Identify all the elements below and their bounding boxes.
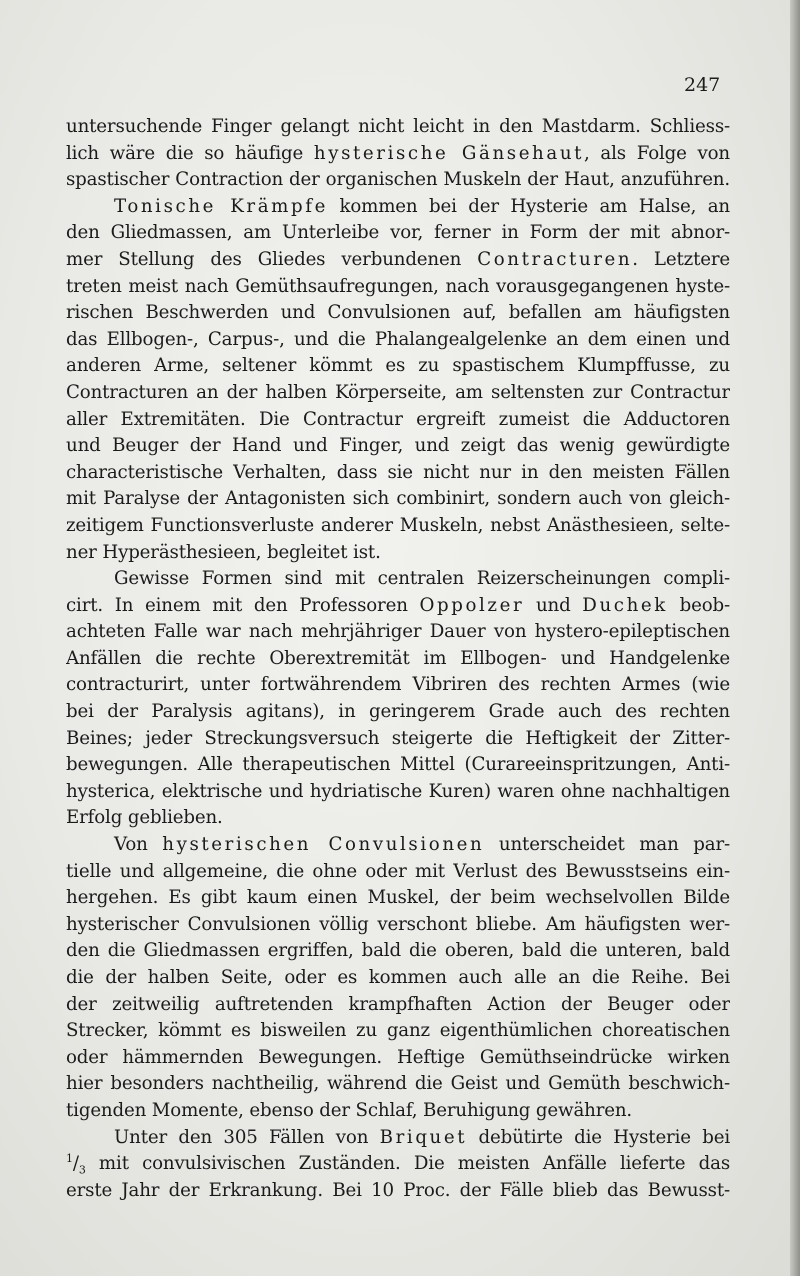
text-line: treten meist nach Gemüthsaufregungen, nach vorausgegangenen hyste-: [66, 275, 730, 297]
text-line: hier besonders nachtheilig, während die Geist und Gemüth beschwich-: [66, 1073, 730, 1095]
text-line: das Ellbogen-, Carpus-, und die Phalangealgelenke an dem einen und: [66, 328, 730, 350]
text-line: Erfolg geblieben.: [66, 807, 223, 829]
text-line: hysterica, elektrische und hydriatische Kuren) waren ohne nachhaltigen: [66, 780, 730, 802]
text-line: Von hysterischen Convulsionen unterscheidet man par-: [114, 834, 730, 856]
text-line: bei der Paralysis agitans), in geringerem Grade auch des rechten: [66, 701, 730, 723]
author-name: Oppolzer: [419, 594, 525, 616]
text-line: erste Jahr der Erkrankung. Bei 10 Proc. der Fälle blieb das Bewusst-: [66, 1179, 730, 1201]
text-line: und Beuger der Hand und Finger, und zeigt das wenig gewürdigte: [66, 435, 730, 457]
text-line: der zeitweilig auftretenden krampfhaften Action der Beuger oder: [66, 993, 730, 1015]
text-line: anderen Arme, seltener kömmt es zu spastischem Klumpffusse, zu: [66, 355, 730, 377]
text-line: tielle und allgemeine, die ohne oder mit Verlust des Bewusstseins ein-: [66, 860, 730, 882]
text-line: mit Paralyse der Antagonisten sich combinirt, sondern auch von gleich-: [66, 488, 730, 510]
author-name: Briquet: [379, 1126, 468, 1148]
text-line: bewegungen. Alle therapeutischen Mittel (Curareeinspritzungen, Anti-: [66, 754, 730, 776]
emphasis: hysterischen Convulsionen: [162, 834, 485, 856]
text-line: lich wäre die so häufige hysterische Gänsehaut, als Folge von: [66, 142, 730, 164]
text-line: oder hämmernden Bewegungen. Heftige Gemüthseindrücke wirken: [66, 1046, 730, 1068]
fraction-denominator: 3: [78, 1163, 86, 1177]
text-line: aller Extremitäten. Die Contractur ergreift zumeist die Adductoren: [66, 408, 730, 430]
fraction-numerator: 1: [66, 1152, 73, 1166]
text-line: untersuchende Finger gelangt nicht leicht in den Mastdarm. Schliess-: [66, 116, 730, 137]
text-line: contracturirt, unter fortwährendem Vibriren des rechten Armes (wie: [66, 674, 730, 696]
text-line: ner Hyperästhesieen, begleitet ist.: [66, 541, 381, 563]
text-line: Anfällen die rechte Oberextremität im Ellbogen- und Handgelenke: [66, 647, 730, 669]
emphasis: Tonische Krämpfe: [114, 195, 328, 217]
text-line: rischen Beschwerden und Convulsionen auf, befallen am häufigsten: [66, 302, 730, 324]
text-line: characteristische Verhalten, dass sie nicht nur in den meisten Fällen: [66, 461, 730, 483]
page-edge: [790, 0, 800, 1276]
emphasis: hysterische Gänsehaut: [313, 142, 585, 164]
text-line: den Gliedmassen, am Unterleibe vor, ferner in Form der mit abnor-: [66, 222, 730, 244]
text-line: den die Gliedmassen ergriffen, bald die oberen, bald die unteren, bald: [66, 940, 730, 962]
text-line: Contracturen an der halben Körperseite, am seltensten zur Contractur: [66, 381, 730, 403]
author-name: Duchek: [582, 594, 668, 616]
text-line: die der halben Seite, oder es kommen auch alle an die Reihe. Bei: [66, 967, 730, 988]
text-line: mer Stellung des Gliedes verbundenen Contracturen. Letztere: [66, 248, 730, 270]
text-line: $^1/_3$ mit convulsivischen Zuständen. Die meisten Anfälle lieferte das: [66, 1152, 730, 1177]
text-line: hergehen. Es gibt kaum einen Muskel, der beim wechselvollen Bilde: [66, 887, 730, 909]
text-line: hysterischer Convulsionen völlig verschont bliebe. Am häufigsten wer-: [66, 913, 730, 935]
text-line: spastischer Contraction der organischen Muskeln der Haut, anzuführen.: [66, 169, 730, 191]
text-line: Gewisse Formen sind mit centralen Reizerscheinungen compli-: [114, 568, 730, 590]
text-line: Tonische Krämpfe kommen bei der Hysterie am Halse, an: [114, 195, 730, 217]
text-line: Unter den 305 Fällen von Briquet debütirte die Hysterie bei: [114, 1126, 730, 1148]
body-text: [66, 114, 730, 1204]
text-line: Strecker, kömmt es bisweilen zu ganz eigenthümlichen choreatischen: [66, 1020, 730, 1042]
text-line: achteten Falle war nach mehrjähriger Dauer von hystero-epileptischen: [66, 621, 730, 643]
text-line: Beines; jeder Streckungsversuch steigerte die Heftigkeit der Zitter-: [66, 727, 730, 749]
page-number: 247: [684, 74, 721, 96]
text-line: cirt. In einem mit den Professoren Oppolzer und Duchek beob-: [66, 594, 730, 616]
emphasis: Contracturen: [477, 248, 633, 270]
text-line: tigenden Momente, ebenso der Schlaf, Beruhigung gewähren.: [66, 1099, 633, 1121]
text-line: zeitigem Functionsverluste anderer Muskeln, nebst Anästhesieen, selte-: [66, 514, 730, 536]
